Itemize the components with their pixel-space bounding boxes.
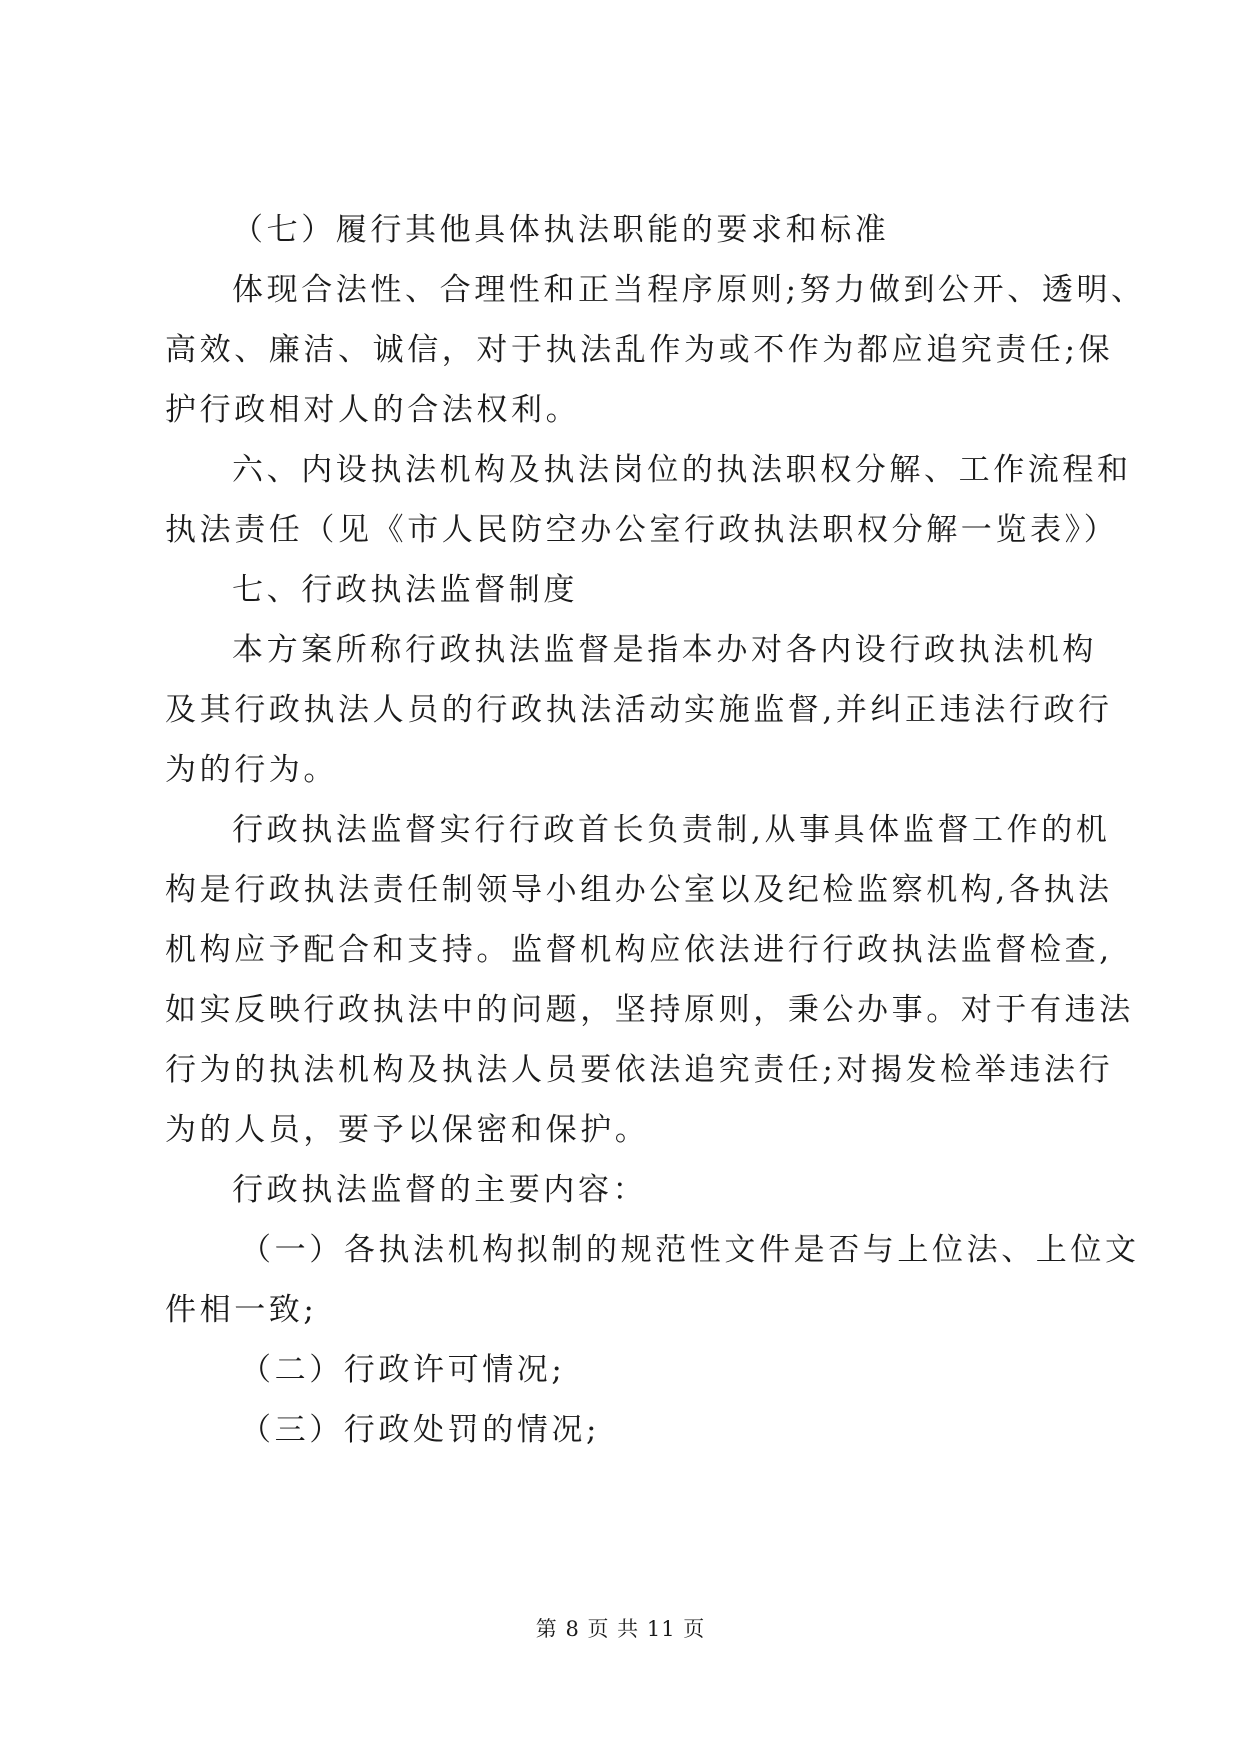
- paragraph-line: 为的行为。: [165, 752, 338, 788]
- paragraph-line: 如实反映行政执法中的问题，坚持原则，秉公办事。对于有违法: [165, 992, 1134, 1028]
- paragraph-line: 执法责任（见《市人民防空办公室行政执法职权分解一览表》）: [165, 512, 1119, 548]
- paragraph-line: 为的人员，要予以保密和保护。: [165, 1112, 650, 1148]
- paragraph-line: 机构应予配合和支持。监督机构应依法进行行政执法监督检查,: [165, 932, 1113, 968]
- page-footer: 第 8 页 共 11 页: [535, 1617, 706, 1641]
- paragraph-line: 构是行政执法责任制领导小组办公室以及纪检监察机构,各执法: [165, 872, 1113, 908]
- section-6-heading: 六、内设执法机构及执法岗位的执法职权分解、工作流程和: [232, 452, 1132, 488]
- paragraph-line: 体现合法性、合理性和正当程序原则;努力做到公开、透明、: [232, 272, 1146, 308]
- paragraph-line: 高效、廉洁、诚信，对于执法乱作为或不作为都应追究责任;保: [165, 332, 1114, 368]
- paragraph-line: 及其行政执法人员的行政执法活动实施监督,并纠正违法行政行: [165, 692, 1113, 728]
- list-item-1-cont: 件相一致;: [165, 1292, 318, 1328]
- paragraph-line: 行政执法监督的主要内容：: [232, 1172, 648, 1208]
- list-item-3: （三）行政处罚的情况;: [240, 1412, 601, 1448]
- item-7-heading: （七）履行其他具体执法职能的要求和标准: [232, 212, 890, 248]
- list-item-2: （二）行政许可情况;: [240, 1352, 566, 1388]
- paragraph-line: 本方案所称行政执法监督是指本办对各内设行政执法机构: [232, 632, 1097, 668]
- paragraph-line: 行为的执法机构及执法人员要依法追究责任;对揭发检举违法行: [165, 1052, 1114, 1088]
- paragraph-line: 行政执法监督实行行政首长负责制,从事具体监督工作的机: [232, 812, 1111, 848]
- section-7-heading: 七、行政执法监督制度: [232, 572, 578, 608]
- list-item-1: （一）各执法机构拟制的规范性文件是否与上位法、上位文: [240, 1232, 1140, 1268]
- paragraph-line: 护行政相对人的合法权利。: [165, 392, 581, 428]
